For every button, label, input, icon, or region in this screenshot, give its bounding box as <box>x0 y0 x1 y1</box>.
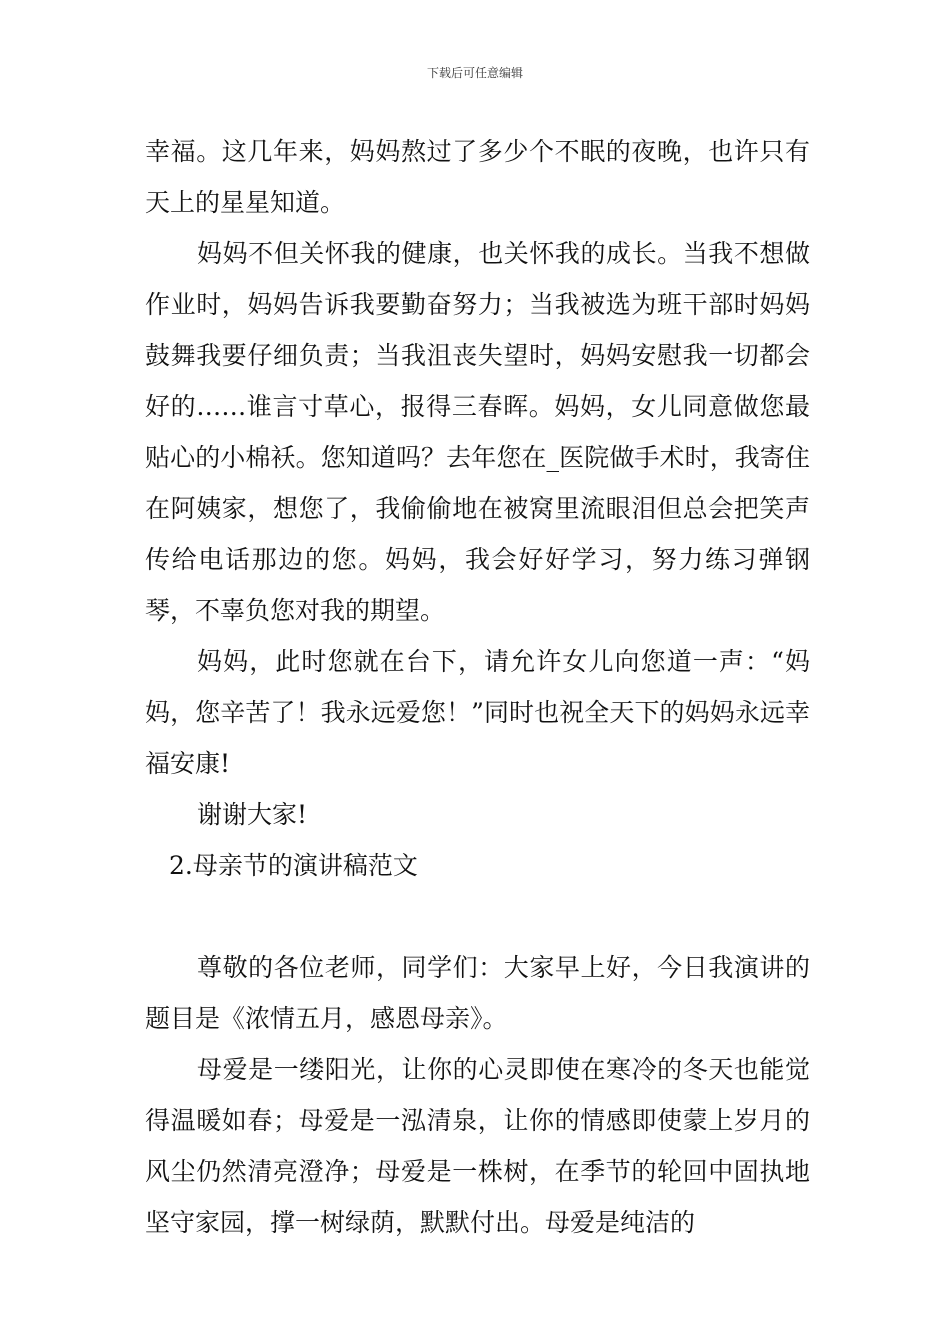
section-title: 2.母亲节的演讲稿范文 <box>169 851 418 880</box>
page-header: 下载后可任意编辑 <box>426 66 523 80</box>
paragraph-mother-love: 母爱是一缕阳光，让你的心灵即使在寒冷的冬天也能觉得温暖如春；母爱是一泓清泉，让你的情感即使蒙上岁月的风尘仍然清亮澄净；母爱是一株树，在季节的轮回中固执地坚守家园，撑一树绿荫，默默付出。母爱是纯洁的 <box>145 1055 810 1237</box>
paragraph-continuation: 幸福。这几年来，妈妈熬过了多少个不眠的夜晚，也许只有天上的星星知道。 <box>145 137 810 217</box>
document-body <box>145 126 810 1248</box>
paragraph-thank-you: 谢谢大家! <box>197 800 308 829</box>
paragraph-thanks-mother: 妈妈，此时您就在台下，请允许女儿向您道一声：“妈妈，您辛苦了！我永远爱您！”同时也祝全天下的妈妈永远幸福安康! <box>145 647 810 778</box>
paragraph-greeting: 尊敬的各位老师，同学们：大家早上好，今日我演讲的题目是《浓情五月，感恩母亲》。 <box>145 953 810 1033</box>
blank-line <box>145 891 810 942</box>
paragraph-mother-care: 妈妈不但关怀我的健康，也关怀我的成长。当我不想做作业时，妈妈告诉我要勤奋努力；当我被选为班干部时妈妈鼓舞我要仔细负责；当我沮丧失望时，妈妈安慰我一切都会好的……谁言寸草心，报得三春晖。妈妈，女儿同意做您最贴心的小棉袄。您知道吗？去年您在_医院做手术时，我寄住在阿姨家，想您了，我偷偷地在被窝里流眼泪但总会把笑声传给电话那边的您。妈妈，我会好好学习，努力练习弹钢琴，不辜负您对我的期望。 <box>145 239 810 625</box>
